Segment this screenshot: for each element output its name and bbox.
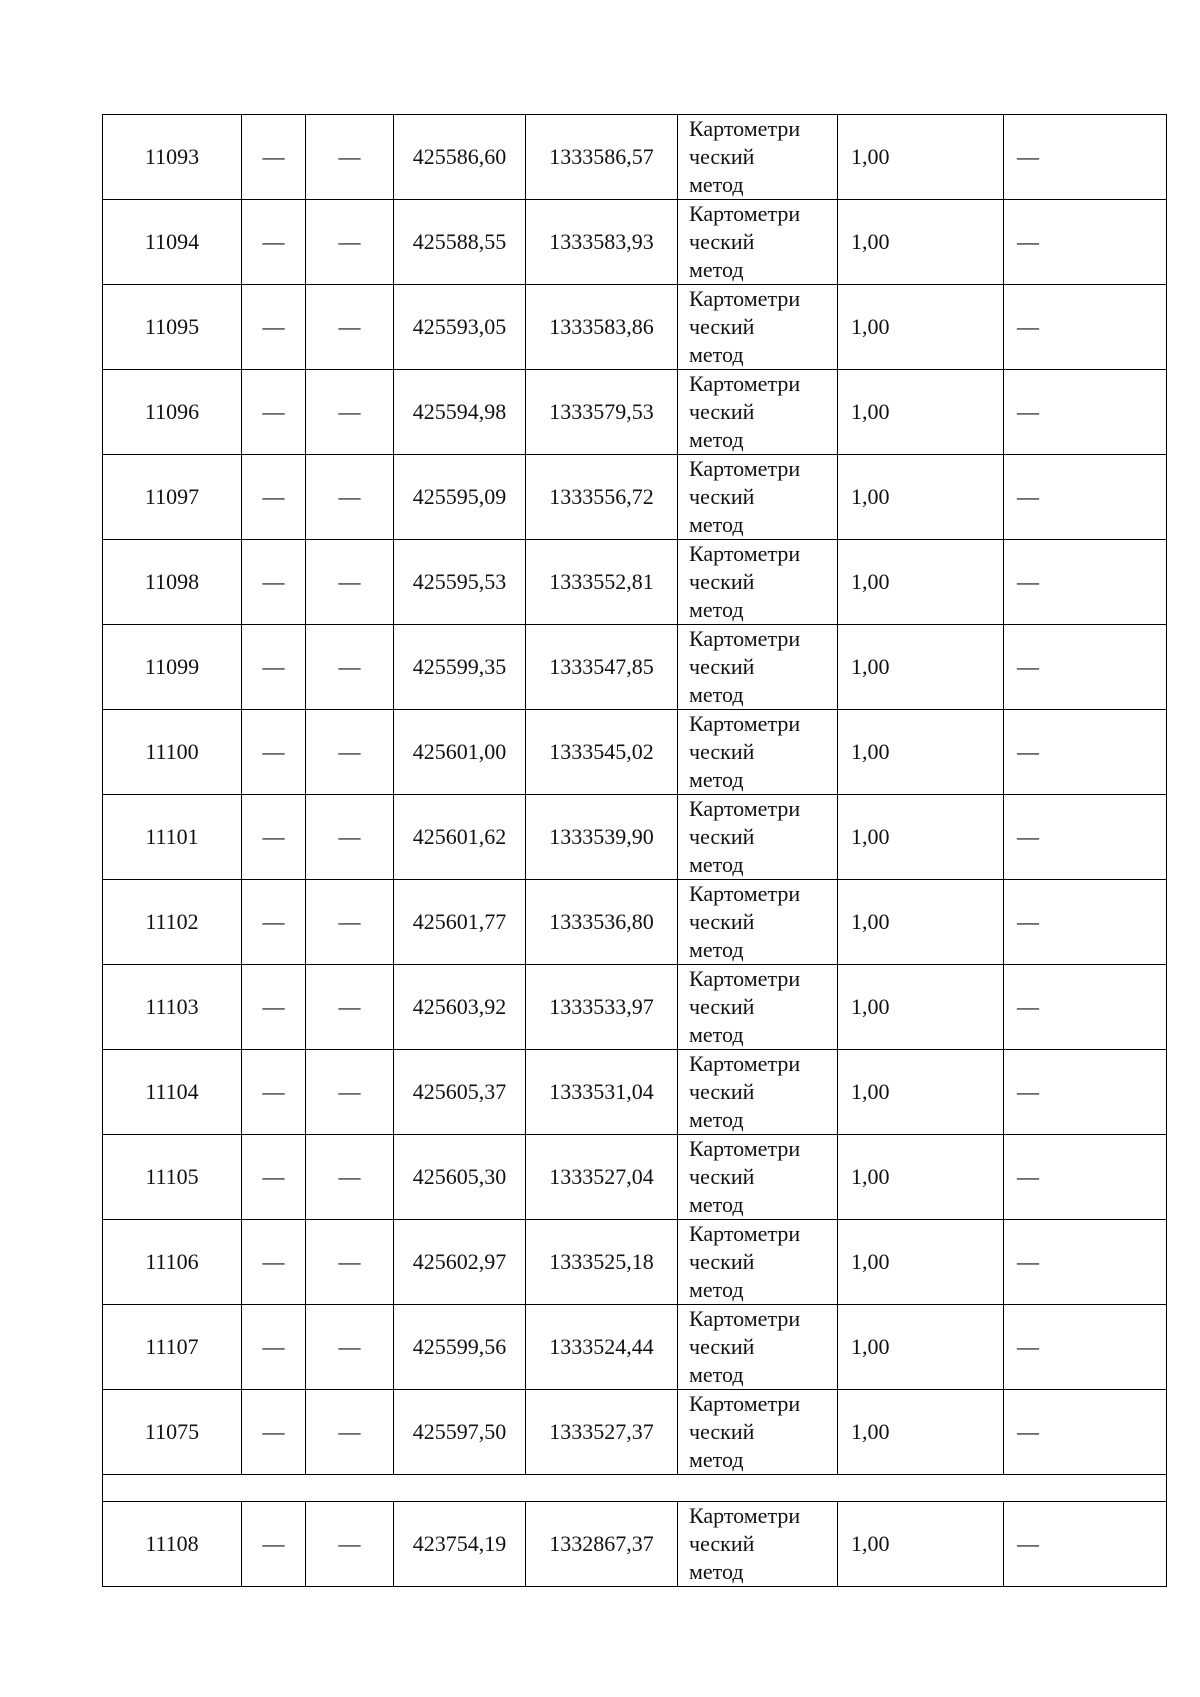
table-row [103, 1050, 1167, 1135]
x-coordinate-cell: 425601,00 [394, 710, 526, 795]
empty-y-cell: — [306, 200, 394, 285]
method-line: ческий [689, 994, 755, 1019]
method-line: метод [689, 597, 744, 622]
point-number-cell: 11105 [103, 1135, 242, 1220]
empty-x-cell: — [242, 370, 306, 455]
accuracy-cell: 1,00 [838, 370, 1004, 455]
method-line: ческий [689, 484, 755, 509]
method-cell [678, 200, 838, 285]
empty-y-cell: — [306, 1390, 394, 1475]
method-line: ческий [689, 314, 755, 339]
empty-y-cell: — [306, 965, 394, 1050]
method-line: ческий [689, 1419, 755, 1444]
table-row [103, 285, 1167, 370]
method-line: Картометри [689, 1391, 801, 1416]
method-line: ческий [689, 1164, 755, 1189]
method-line: Картометри [689, 626, 801, 651]
point-number-cell: 11098 [103, 540, 242, 625]
method-line: Картометри [689, 541, 801, 566]
method-line: метод [689, 1022, 744, 1047]
empty-x-cell: — [242, 1390, 306, 1475]
y-coordinate-cell: 1333556,72 [526, 455, 678, 540]
method-line: метод [689, 342, 744, 367]
table-body-main [103, 115, 1167, 1475]
description-cell: — [1004, 370, 1167, 455]
point-number-cell: 11107 [103, 1305, 242, 1390]
method-line: ческий [689, 1079, 755, 1104]
method-line: ческий [689, 399, 755, 424]
method-line: Картометри [689, 286, 801, 311]
method-line: ческий [689, 739, 755, 764]
method-cell [678, 1135, 838, 1220]
method-line: Картометри [689, 796, 801, 821]
method-line: ческий [689, 824, 755, 849]
empty-y-cell: — [306, 795, 394, 880]
empty-x-cell: — [242, 795, 306, 880]
method-line: метод [689, 1447, 744, 1472]
description-cell: — [1004, 1305, 1167, 1390]
method-cell [678, 965, 838, 1050]
empty-y-cell: — [306, 455, 394, 540]
point-number-cell: 11075 [103, 1390, 242, 1475]
description-cell: — [1004, 1390, 1167, 1475]
y-coordinate-cell: 1332867,37 [526, 1502, 678, 1587]
empty-x-cell: — [242, 285, 306, 370]
empty-y-cell: — [306, 625, 394, 710]
x-coordinate-cell: 425597,50 [394, 1390, 526, 1475]
table-row [103, 795, 1167, 880]
method-line: ческий [689, 144, 755, 169]
x-coordinate-cell: 425605,37 [394, 1050, 526, 1135]
empty-x-cell: — [242, 200, 306, 285]
empty-y-cell: — [306, 1305, 394, 1390]
method-line: метод [689, 1362, 744, 1387]
y-coordinate-cell: 1333583,86 [526, 285, 678, 370]
table-row [103, 1305, 1167, 1390]
accuracy-cell: 1,00 [838, 880, 1004, 965]
y-coordinate-cell: 1333536,80 [526, 880, 678, 965]
method-line: ческий [689, 654, 755, 679]
method-line: Картометри [689, 1051, 801, 1076]
empty-x-cell: — [242, 1220, 306, 1305]
x-coordinate-cell: 425601,77 [394, 880, 526, 965]
method-line: метод [689, 852, 744, 877]
empty-x-cell: — [242, 1050, 306, 1135]
empty-y-cell: — [306, 370, 394, 455]
accuracy-cell: 1,00 [838, 1135, 1004, 1220]
method-cell [678, 1305, 838, 1390]
x-coordinate-cell: 425599,56 [394, 1305, 526, 1390]
method-line: ческий [689, 1334, 755, 1359]
description-cell: — [1004, 285, 1167, 370]
x-coordinate-cell: 425602,97 [394, 1220, 526, 1305]
table-separator [103, 1475, 1167, 1502]
accuracy-cell: 1,00 [838, 285, 1004, 370]
method-cell [678, 880, 838, 965]
method-line: метод [689, 682, 744, 707]
x-coordinate-cell: 425603,92 [394, 965, 526, 1050]
method-line: Картометри [689, 966, 801, 991]
description-cell: — [1004, 1050, 1167, 1135]
point-number-cell: 11099 [103, 625, 242, 710]
x-coordinate-cell: 425595,09 [394, 455, 526, 540]
description-cell: — [1004, 1135, 1167, 1220]
x-coordinate-cell: 425594,98 [394, 370, 526, 455]
y-coordinate-cell: 1333547,85 [526, 625, 678, 710]
y-coordinate-cell: 1333545,02 [526, 710, 678, 795]
x-coordinate-cell: 425593,05 [394, 285, 526, 370]
y-coordinate-cell: 1333583,93 [526, 200, 678, 285]
description-cell: — [1004, 455, 1167, 540]
point-number-cell: 11103 [103, 965, 242, 1050]
table-row [103, 710, 1167, 795]
empty-x-cell: — [242, 455, 306, 540]
method-cell [678, 1050, 838, 1135]
y-coordinate-cell: 1333539,90 [526, 795, 678, 880]
x-coordinate-cell: 425601,62 [394, 795, 526, 880]
table-row [103, 540, 1167, 625]
accuracy-cell: 1,00 [838, 1220, 1004, 1305]
method-line: Картометри [689, 371, 801, 396]
coordinates-table [102, 114, 1167, 1587]
empty-y-cell: — [306, 285, 394, 370]
description-cell: — [1004, 795, 1167, 880]
method-cell [678, 1220, 838, 1305]
point-number-cell: 11106 [103, 1220, 242, 1305]
accuracy-cell: 1,00 [838, 115, 1004, 200]
empty-x-cell: — [242, 1305, 306, 1390]
method-cell [678, 370, 838, 455]
method-line: метод [689, 767, 744, 792]
method-line: Картометри [689, 116, 801, 141]
method-line: Картометри [689, 1136, 801, 1161]
y-coordinate-cell: 1333552,81 [526, 540, 678, 625]
description-cell: — [1004, 880, 1167, 965]
empty-x-cell: — [242, 965, 306, 1050]
empty-y-cell: — [306, 1050, 394, 1135]
method-line: ческий [689, 569, 755, 594]
x-coordinate-cell: 425595,53 [394, 540, 526, 625]
accuracy-cell: 1,00 [838, 965, 1004, 1050]
method-line: Картометри [689, 456, 801, 481]
description-cell: — [1004, 625, 1167, 710]
accuracy-cell: 1,00 [838, 1390, 1004, 1475]
empty-y-cell: — [306, 880, 394, 965]
table-row [103, 880, 1167, 965]
description-cell: — [1004, 115, 1167, 200]
method-line: Картометри [689, 1221, 801, 1246]
description-cell: — [1004, 965, 1167, 1050]
method-line: ческий [689, 1249, 755, 1274]
empty-x-cell: — [242, 540, 306, 625]
accuracy-cell: 1,00 [838, 1305, 1004, 1390]
description-cell: — [1004, 1502, 1167, 1587]
table-row [103, 455, 1167, 540]
x-coordinate-cell: 425605,30 [394, 1135, 526, 1220]
y-coordinate-cell: 1333524,44 [526, 1305, 678, 1390]
y-coordinate-cell: 1333525,18 [526, 1220, 678, 1305]
method-line: Картометри [689, 881, 801, 906]
method-line: ческий [689, 909, 755, 934]
method-line: метод [689, 1192, 744, 1217]
method-line: метод [689, 172, 744, 197]
method-line: метод [689, 427, 744, 452]
method-line: метод [689, 937, 744, 962]
point-number-cell: 11104 [103, 1050, 242, 1135]
y-coordinate-cell: 1333527,04 [526, 1135, 678, 1220]
table-row [103, 965, 1167, 1050]
method-cell [678, 285, 838, 370]
x-coordinate-cell: 423754,19 [394, 1502, 526, 1587]
accuracy-cell: 1,00 [838, 625, 1004, 710]
y-coordinate-cell: 1333586,57 [526, 115, 678, 200]
point-number-cell: 11101 [103, 795, 242, 880]
accuracy-cell: 1,00 [838, 540, 1004, 625]
method-line: Картометри [689, 1306, 801, 1331]
method-cell [678, 115, 838, 200]
method-cell [678, 1502, 838, 1587]
empty-x-cell: — [242, 1135, 306, 1220]
empty-y-cell: — [306, 1220, 394, 1305]
method-line: ческий [689, 229, 755, 254]
empty-x-cell: — [242, 625, 306, 710]
accuracy-cell: 1,00 [838, 710, 1004, 795]
table-row [103, 370, 1167, 455]
table-row [103, 1390, 1167, 1475]
point-number-cell: 11102 [103, 880, 242, 965]
accuracy-cell: 1,00 [838, 1050, 1004, 1135]
empty-x-cell: — [242, 1502, 306, 1587]
y-coordinate-cell: 1333579,53 [526, 370, 678, 455]
y-coordinate-cell: 1333533,97 [526, 965, 678, 1050]
method-cell [678, 540, 838, 625]
table-row [103, 200, 1167, 285]
description-cell: — [1004, 540, 1167, 625]
empty-x-cell: — [242, 880, 306, 965]
method-line: метод [689, 1559, 744, 1584]
table-body-continuation [103, 1502, 1167, 1587]
table-row [103, 1135, 1167, 1220]
table-row [103, 1502, 1167, 1587]
point-number-cell: 11095 [103, 285, 242, 370]
point-number-cell: 11094 [103, 200, 242, 285]
accuracy-cell: 1,00 [838, 200, 1004, 285]
table-row [103, 1220, 1167, 1305]
method-cell [678, 455, 838, 540]
separator-row [103, 1475, 1167, 1502]
empty-y-cell: — [306, 540, 394, 625]
accuracy-cell: 1,00 [838, 795, 1004, 880]
y-coordinate-cell: 1333527,37 [526, 1390, 678, 1475]
method-cell [678, 1390, 838, 1475]
point-number-cell: 11097 [103, 455, 242, 540]
method-cell [678, 795, 838, 880]
empty-x-cell: — [242, 710, 306, 795]
accuracy-cell: 1,00 [838, 1502, 1004, 1587]
x-coordinate-cell: 425586,60 [394, 115, 526, 200]
method-line: Картометри [689, 1503, 801, 1528]
description-cell: — [1004, 710, 1167, 795]
point-number-cell: 11096 [103, 370, 242, 455]
description-cell: — [1004, 200, 1167, 285]
method-line: Картометри [689, 711, 801, 736]
method-line: метод [689, 257, 744, 282]
empty-y-cell: — [306, 1135, 394, 1220]
method-line: Картометри [689, 201, 801, 226]
accuracy-cell: 1,00 [838, 455, 1004, 540]
empty-y-cell: — [306, 115, 394, 200]
x-coordinate-cell: 425588,55 [394, 200, 526, 285]
empty-x-cell: — [242, 115, 306, 200]
point-number-cell: 11093 [103, 115, 242, 200]
method-cell [678, 625, 838, 710]
method-cell [678, 710, 838, 795]
method-line: ческий [689, 1531, 755, 1556]
method-line: метод [689, 512, 744, 537]
table-row [103, 625, 1167, 710]
method-line: метод [689, 1277, 744, 1302]
description-cell: — [1004, 1220, 1167, 1305]
empty-y-cell: — [306, 710, 394, 795]
empty-y-cell: — [306, 1502, 394, 1587]
x-coordinate-cell: 425599,35 [394, 625, 526, 710]
point-number-cell: 11100 [103, 710, 242, 795]
method-line: метод [689, 1107, 744, 1132]
y-coordinate-cell: 1333531,04 [526, 1050, 678, 1135]
point-number-cell: 11108 [103, 1502, 242, 1587]
table-row [103, 115, 1167, 200]
